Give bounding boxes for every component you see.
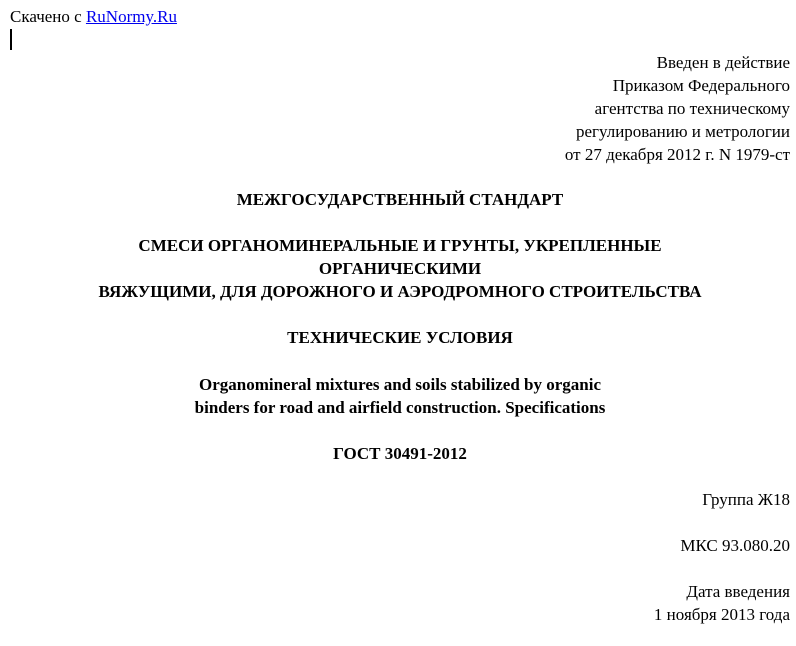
downloaded-prefix: Скачено с (10, 7, 82, 26)
text-cursor (10, 29, 12, 50)
standard-code-text: ГОСТ 30491-2012 (333, 444, 467, 463)
approval-line: Приказом Федерального (612, 76, 790, 95)
subtitle-text: ТЕХНИЧЕСКИЕ УСЛОВИЯ (287, 328, 513, 347)
document-subtitle (0, 326, 796, 349)
intro-date-label: Дата введения (686, 582, 790, 601)
intro-date-value: 1 ноября 2013 года (653, 605, 790, 624)
runormy-link[interactable]: RuNormy.Ru (85, 7, 177, 26)
title-line: ВЯЖУЩИМИ, ДЛЯ ДОРОЖНОГО И АЭРОДРОМНОГО СТРОИТЕЛЬСТВА (98, 282, 702, 301)
title-line: СМЕСИ ОРГАНОМИНЕРАЛЬНЫЕ И ГРУНТЫ, УКРЕПЛЕННЫЕ (138, 236, 662, 255)
approval-line: регулированию и метрологии (575, 122, 790, 141)
standard-type-text: МЕЖГОСУДАРСТВЕННЫЙ СТАНДАРТ (236, 190, 564, 209)
english-title-line: Organomineral mixtures and soils stabilized by organic (198, 375, 602, 394)
document-title (0, 234, 796, 303)
english-title-line: binders for road and airfield construction. Specifications (194, 398, 606, 417)
approval-line: от 27 декабря 2012 г. N 1979-ст (564, 145, 790, 164)
approval-line: агентства по техническому (594, 99, 790, 118)
standard-code (0, 442, 796, 465)
mks-label: МКС 93.080.20 (680, 536, 790, 555)
english-title (0, 373, 796, 419)
downloaded-from-line (10, 5, 177, 28)
group-label: Группа Ж18 (702, 490, 790, 509)
standard-type-heading (0, 188, 796, 211)
title-line: ОРГАНИЧЕСКИМИ (318, 259, 482, 278)
approval-line: Введен в действие (656, 53, 790, 72)
approval-block (565, 51, 790, 166)
